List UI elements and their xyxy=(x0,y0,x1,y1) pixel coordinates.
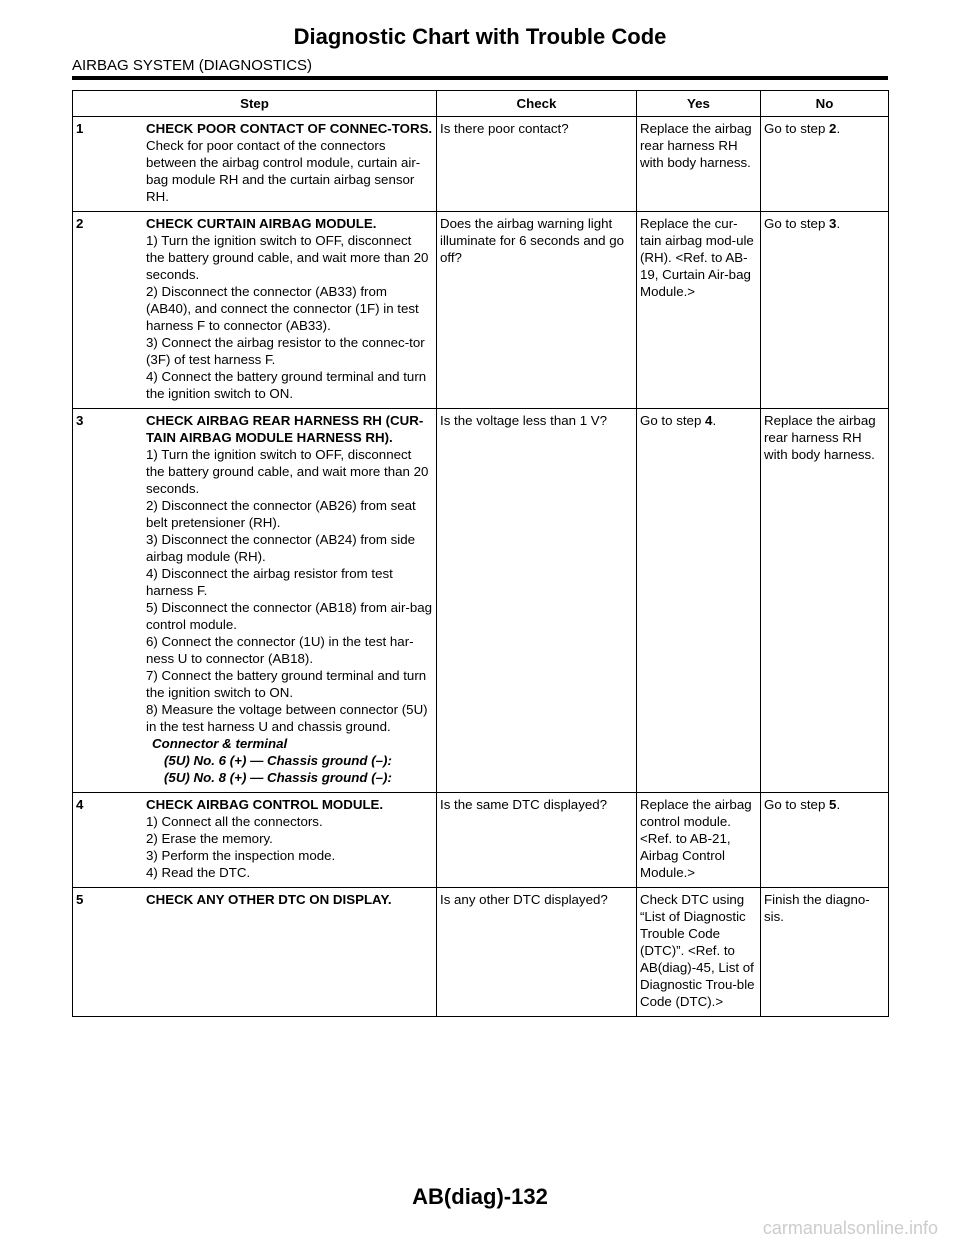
step-number: 2 xyxy=(76,216,84,231)
table-row xyxy=(73,888,889,1017)
step-line: 4) Read the DTC. xyxy=(146,865,251,880)
spec-label: Connector & terminal xyxy=(152,736,288,751)
yes-step-ref: 4 xyxy=(705,413,713,428)
no-text: Go to step xyxy=(764,797,830,812)
step-cell xyxy=(73,117,437,212)
step-line: 2) Erase the memory. xyxy=(146,831,273,846)
yes-cell: Replace the cur-tain airbag mod-ule (RH). <Ref. to AB-19, Curtain Air-bag Module.> xyxy=(637,212,761,409)
no-punct: . xyxy=(836,216,841,231)
table-header-row xyxy=(73,91,889,117)
step-line: 5) Disconnect the connector (AB18) from air-bag control module. xyxy=(146,600,433,632)
no-cell: Replace the airbag rear harness RH with body harness. xyxy=(761,409,889,793)
no-cell xyxy=(761,212,889,409)
no-cell xyxy=(761,117,889,212)
step-line: 3) Connect the airbag resistor to the connec-tor (3F) of test harness F. xyxy=(146,335,425,367)
step-heading: CHECK POOR CONTACT OF CONNEC-TORS. xyxy=(146,121,433,136)
no-punct: . xyxy=(836,121,841,136)
step-number: 4 xyxy=(76,797,84,812)
no-step-ref: 3 xyxy=(829,216,837,231)
table-row xyxy=(73,212,889,409)
step-line: 3) Disconnect the connector (AB24) from side airbag module (RH). xyxy=(146,532,416,564)
section-title: AIRBAG SYSTEM (DIAGNOSTICS) xyxy=(72,57,313,74)
no-text: Go to step xyxy=(764,216,830,231)
table-row xyxy=(73,793,889,888)
check-cell: Is any other DTC displayed? xyxy=(437,888,637,1017)
step-heading: CHECK AIRBAG CONTROL MODULE. xyxy=(146,797,384,812)
diagnostic-table xyxy=(72,90,889,1017)
table-row xyxy=(73,409,889,793)
spec-line: (5U) No. 6 (+) — Chassis ground (–): xyxy=(164,753,392,768)
yes-punct: . xyxy=(712,413,717,428)
column-header-no: No xyxy=(761,91,889,117)
yes-cell: Replace the airbag rear harness RH with body harness. xyxy=(637,117,761,212)
step-line: 7) Connect the battery ground terminal and turn the ignition switch to ON. xyxy=(146,668,427,700)
step-number: 5 xyxy=(76,892,84,907)
step-number: 1 xyxy=(76,121,84,136)
no-cell xyxy=(761,793,889,888)
step-line: 3) Perform the inspection mode. xyxy=(146,848,336,863)
step-cell xyxy=(73,888,437,1017)
watermark: carmanualsonline.info xyxy=(762,1218,938,1238)
step-heading: CHECK AIRBAG REAR HARNESS RH (CUR-TAIN AIRBAG MODULE HARNESS RH). xyxy=(146,413,424,445)
step-line: 1) Connect all the connectors. xyxy=(146,814,323,829)
step-line: 8) Measure the voltage between connector (5U) in the test harness U and chassis ground. xyxy=(146,702,428,734)
step-line: 1) Turn the ignition switch to OFF, disconnect the battery ground cable, and wait more than 20 seconds. xyxy=(146,447,429,496)
step-heading: CHECK CURTAIN AIRBAG MODULE. xyxy=(146,216,377,231)
column-header-step: Step xyxy=(73,91,437,117)
check-cell: Does the airbag warning light illuminate for 6 seconds and go off? xyxy=(437,212,637,409)
step-cell xyxy=(73,212,437,409)
step-heading: CHECK ANY OTHER DTC ON DISPLAY. xyxy=(146,892,392,907)
yes-cell: Check DTC using “List of Diagnostic Trouble Code (DTC)”. <Ref. to AB(diag)-45, List of Diagnostic Trou-ble Code (DTC).> xyxy=(637,888,761,1017)
step-line: 4) Disconnect the airbag resistor from test harness F. xyxy=(146,566,393,598)
table-row xyxy=(73,117,889,212)
check-cell: Is the same DTC displayed? xyxy=(437,793,637,888)
check-cell: Is the voltage less than 1 V? xyxy=(437,409,637,793)
step-line: 1) Turn the ignition switch to OFF, disconnect the battery ground cable, and wait more than 20 seconds. xyxy=(146,233,429,282)
no-step-ref: 2 xyxy=(829,121,837,136)
page-number: AB(diag)-132 xyxy=(412,1184,548,1209)
no-cell: Finish the diagno-sis. xyxy=(761,888,889,1017)
step-cell xyxy=(73,793,437,888)
step-line: 2) Disconnect the connector (AB33) from (AB40), and connect the connector (1F) in test harness F to connector (AB33). xyxy=(146,284,419,333)
step-line: 4) Connect the battery ground terminal and turn the ignition switch to ON. xyxy=(146,369,427,401)
yes-text: Go to step xyxy=(640,413,706,428)
page-title: Diagnostic Chart with Trouble Code xyxy=(293,24,667,49)
step-line: 2) Disconnect the connector (AB26) from seat belt pretensioner (RH). xyxy=(146,498,416,530)
spec-line: (5U) No. 8 (+) — Chassis ground (–): xyxy=(164,770,392,785)
column-header-check: Check xyxy=(437,91,637,117)
no-punct: . xyxy=(836,797,841,812)
step-line: 6) Connect the connector (1U) in the test har-ness U to connector (AB18). xyxy=(146,634,414,666)
no-step-ref: 5 xyxy=(829,797,837,812)
step-line: Check for poor contact of the connectors between the airbag control module, curtain air-bag module RH and the curtain airbag sensor RH. xyxy=(146,138,421,204)
check-cell: Is there poor contact? xyxy=(437,117,637,212)
header-rule xyxy=(72,76,888,80)
yes-cell: Replace the airbag control module. <Ref. to AB-21, Airbag Control Module.> xyxy=(637,793,761,888)
yes-cell xyxy=(637,409,761,793)
step-cell xyxy=(73,409,437,793)
step-number: 3 xyxy=(76,413,84,428)
no-text: Go to step xyxy=(764,121,830,136)
column-header-yes: Yes xyxy=(637,91,761,117)
